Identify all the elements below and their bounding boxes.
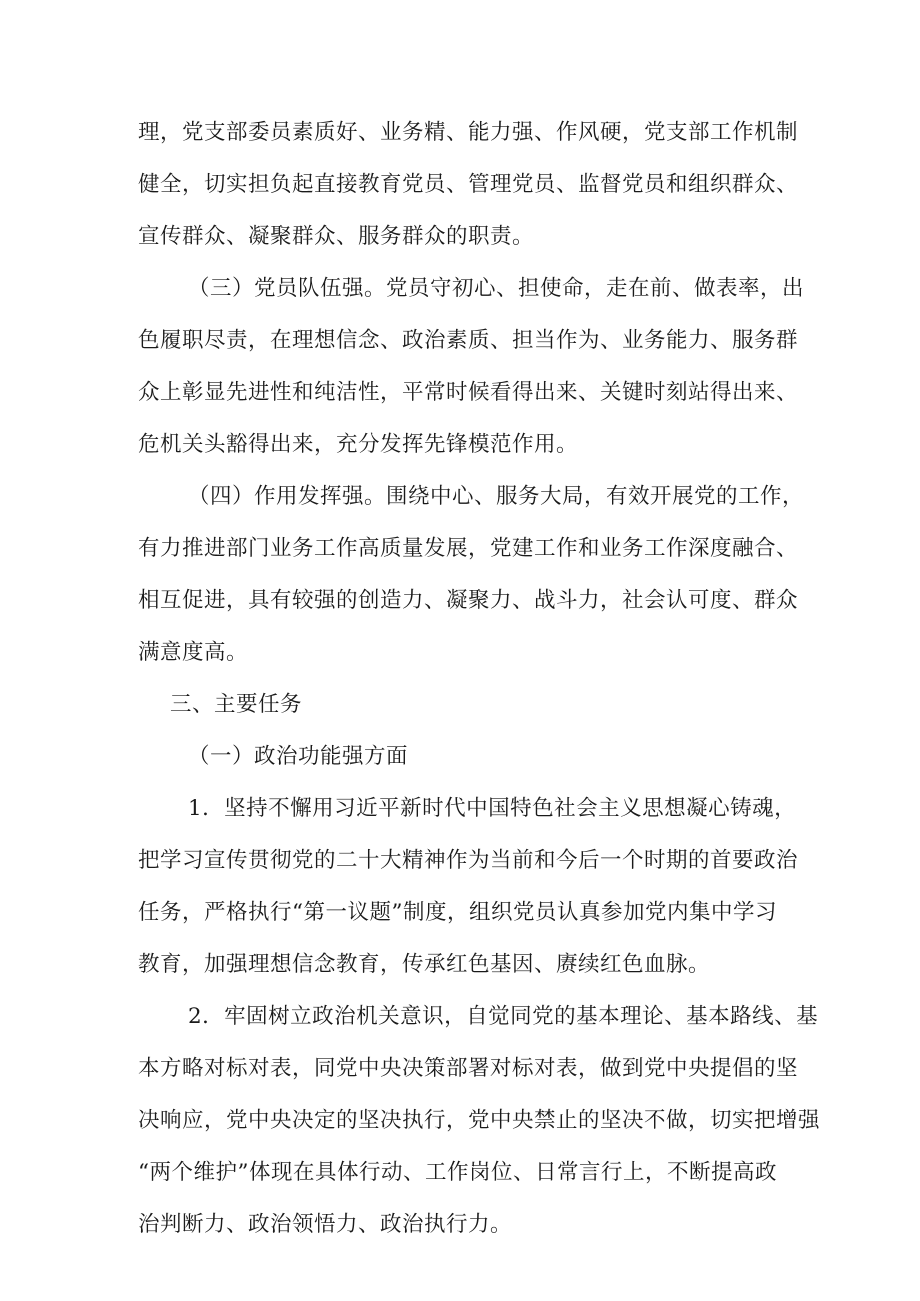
text-line-16: 任务，严格执行“第一议题”制度，组织党员认真参加党内集中学习	[138, 900, 777, 925]
text-line-15: 把学习宣传贯彻党的二十大精神作为当前和今后一个时期的首要政治	[138, 848, 799, 873]
text-line-17: 教育，加强理想信念教育，传承红色基因、赓续红色血脉。	[138, 952, 711, 977]
item-1-start: 1．坚持不懈用习近平新时代中国特色社会主义思想凝心铸魂，	[188, 796, 797, 821]
text-line-6: 众上彰显先进性和纯洁性，平常时候看得出来、关键时刻站得出来、	[138, 380, 799, 405]
item-2-start: 2．牢固树立政治机关意识，自觉同党的基本理论、基本路线、基	[188, 1004, 819, 1029]
text-line-9: 有力推进部门业务工作高质量发展，党建工作和业务工作深度融合、	[138, 536, 799, 561]
text-line-11: 满意度高。	[138, 640, 249, 665]
text-line-10: 相互促进，具有较强的创造力、凝聚力、战斗力，社会认可度、群众	[138, 588, 799, 613]
text-line-2: 健全，切实担负起直接教育党员、管理党员、监督党员和组织群众、	[138, 172, 799, 197]
text-line-21: “两个维护”体现在具体行动、工作岗位、日常言行上，不断提高政	[138, 1160, 777, 1185]
text-line-22: 治判断力、政治领悟力、政治执行力。	[138, 1212, 513, 1237]
paragraph-four-heading: （四）作用发挥强。围绕中心、服务大局，有效开展党的工作，	[188, 484, 805, 509]
subsection-heading-political-function: （一）政治功能强方面	[188, 744, 409, 769]
paragraph-three-heading: （三）党员队伍强。党员守初心、担使命，走在前、做表率，出	[188, 276, 805, 301]
text-line-3: 宣传群众、凝聚群众、服务群众的职责。	[138, 224, 535, 249]
text-line-19: 本方略对标对表，同党中央决策部署对标对表，做到党中央提倡的坚	[138, 1056, 799, 1081]
text-line-7: 危机关头豁得出来，充分发挥先锋模范作用。	[138, 432, 579, 457]
section-heading-main-tasks: 三、主要任务	[170, 692, 303, 717]
text-line-5: 色履职尽责，在理想信念、政治素质、担当作为、业务能力、服务群	[138, 328, 799, 353]
text-line-20: 决响应，党中央决定的坚决执行，党中央禁止的坚决不做，切实把增强	[138, 1108, 821, 1133]
text-line-1: 理，党支部委员素质好、业务精、能力强、作风硬，党支部工作机制	[138, 120, 799, 145]
